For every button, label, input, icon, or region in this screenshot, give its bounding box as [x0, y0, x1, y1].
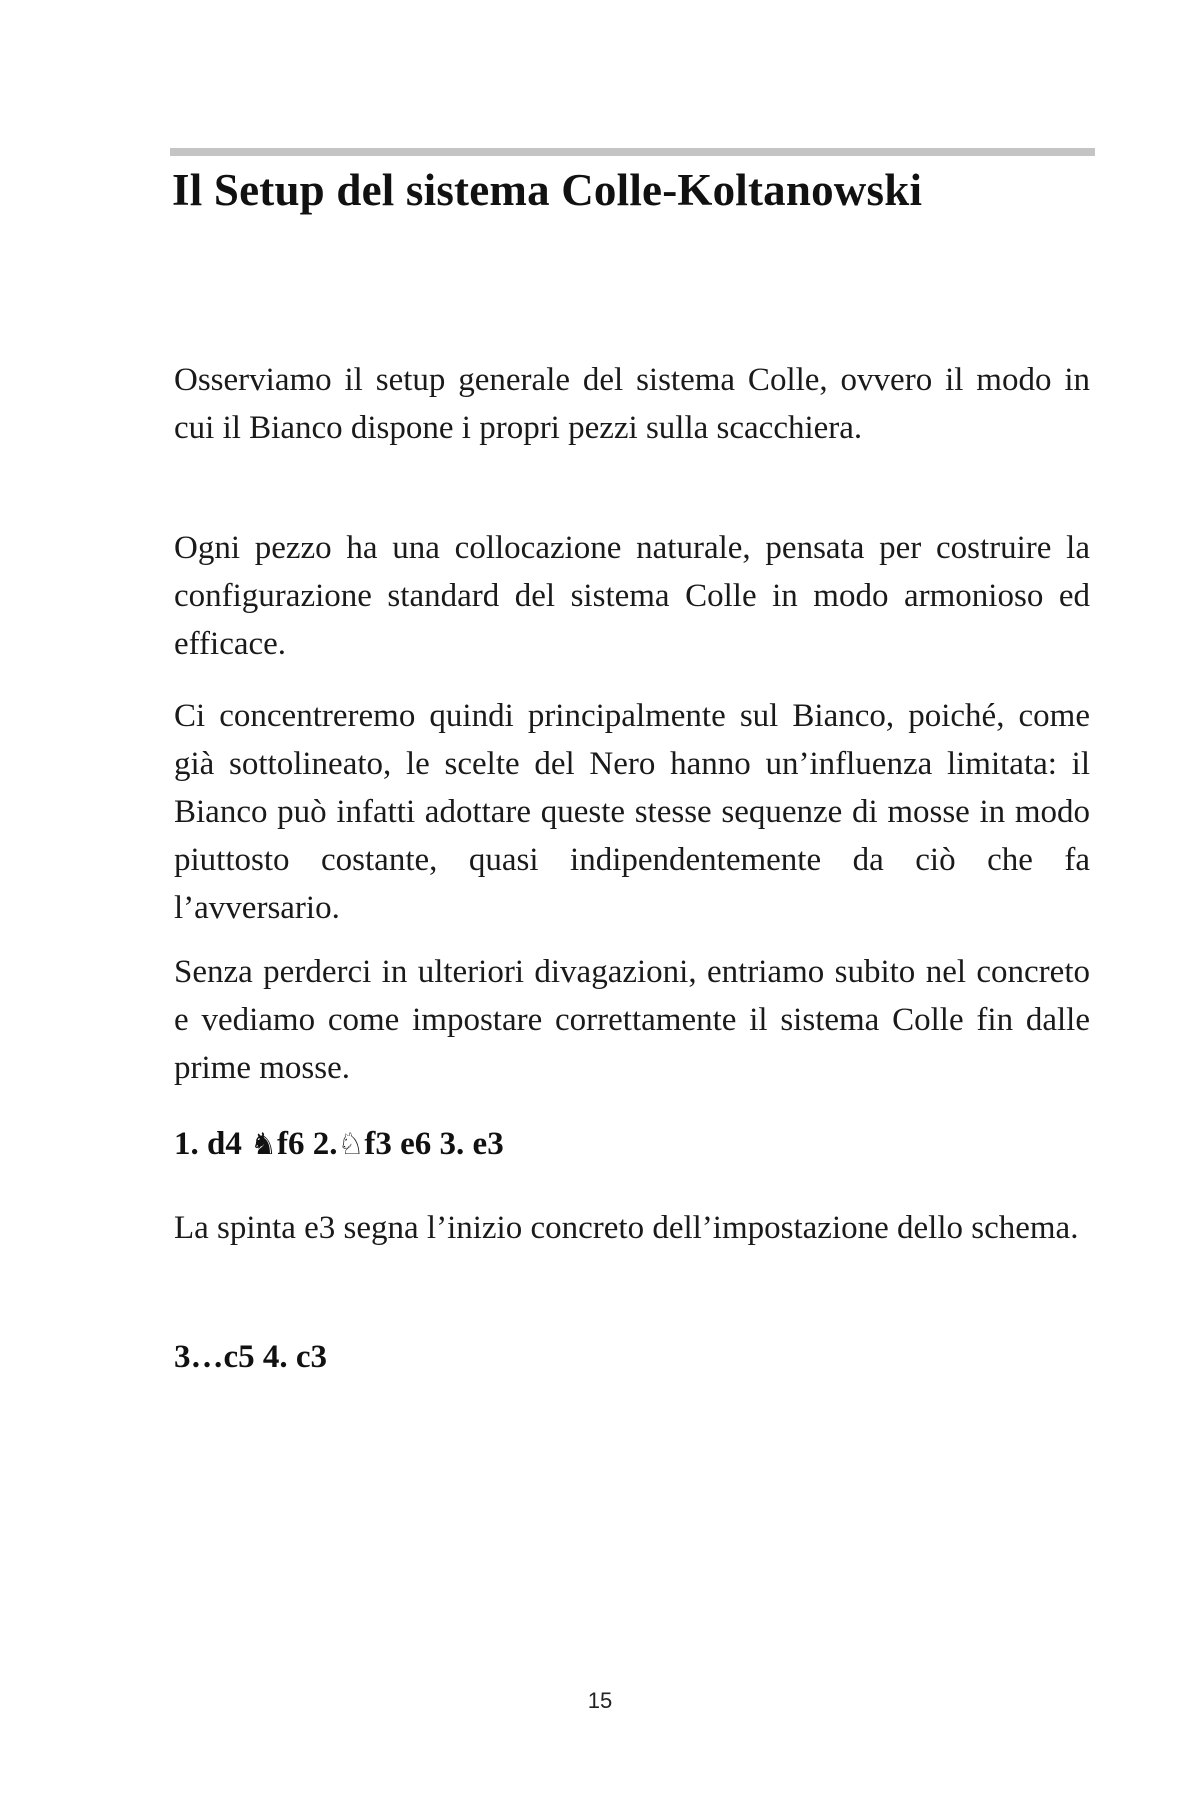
- move-text-part-3: f3 e6 3. e3: [364, 1126, 504, 1162]
- chapter-title: Il Setup del sistema Colle-Koltanowski: [172, 165, 923, 215]
- paragraph-e3-push: La spinta e3 segna l’inizio concreto dell’impostazione dello schema.: [174, 1210, 1079, 1246]
- chapter-top-rule: [170, 148, 1095, 156]
- move-text-part-1: 1. d4: [174, 1126, 251, 1162]
- move-text-part-2: f6 2.: [277, 1126, 338, 1162]
- move-sequence-1: [174, 1120, 504, 1169]
- paragraph-setup-intro: Osserviamo il setup generale del sistema Colle, ovvero il modo in cui il Bianco dispone i propri pezzi sulla scacchiera.: [174, 362, 1090, 446]
- paragraph-focus-white: Ci concentreremo quindi principalmente sul Bianco, poiché, come già sottolineato, le scelte del Nero hanno un’influenza limitata: il Bianco può infatti adottare queste stesse sequenze di mosse in modo piuttosto costante, quasi indipendentemente da ciò che fa l’avversario.: [174, 698, 1090, 926]
- page-number: 15: [587, 1688, 613, 1713]
- paragraph-piece-placement: Ogni pezzo ha una collocazione naturale, pensata per costruire la configurazione standard del sistema Colle in modo armonioso ed efficace.: [174, 530, 1090, 662]
- move-sequence-2: 3…c5 4. c3: [174, 1339, 328, 1375]
- paragraph-concrete-start: Senza perderci in ulteriori divagazioni, entriamo subito nel concreto e vediamo come impostare correttamente il sistema Colle fin dalle prime mosse.: [174, 954, 1090, 1086]
- white-knight-icon: ♘: [337, 1127, 365, 1162]
- black-knight-icon: ♞: [250, 1127, 278, 1162]
